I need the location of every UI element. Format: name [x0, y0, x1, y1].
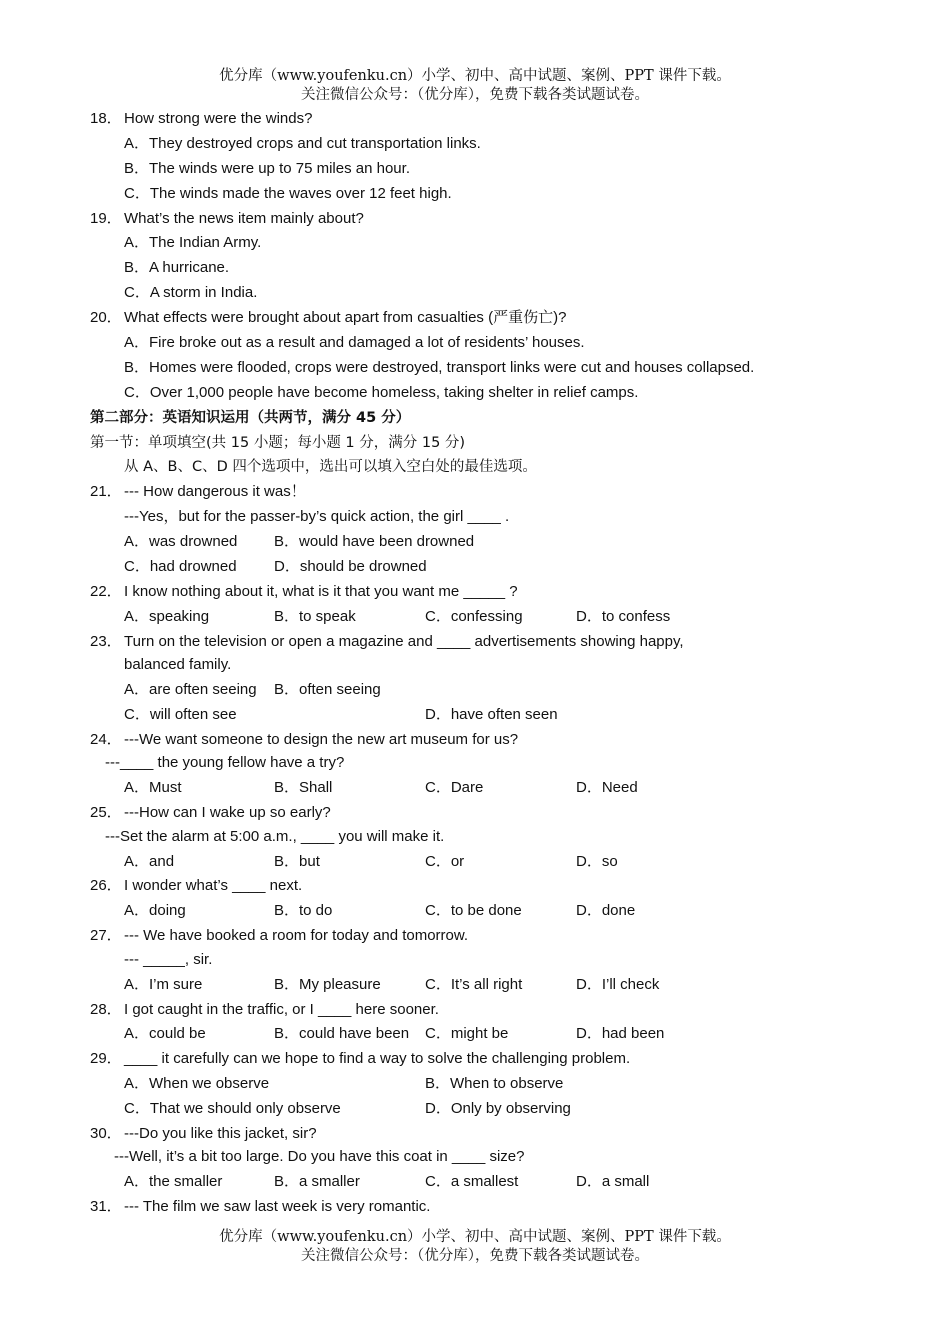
question-19: [90, 207, 890, 232]
question-number: 26．: [90, 877, 122, 895]
options-row: [90, 1170, 890, 1195]
option-a: A．I’m sure: [124, 975, 203, 993]
options-row: [90, 605, 890, 630]
option-a: A．They destroyed crops and cut transportation links.: [124, 134, 481, 152]
option-d: D．to confess: [576, 607, 671, 625]
option-c: C．confessing: [425, 607, 523, 625]
question-number: 29．: [90, 1050, 122, 1068]
question-number: 24．: [90, 730, 122, 748]
question-text: I know nothing about it, what is it that you want me _____ ?: [124, 582, 518, 600]
question-text-2: ---Yes，but for the passer-by’s quick action, the girl ____ .: [124, 508, 510, 526]
option-c: C．It’s all right: [425, 975, 523, 993]
option-c: C．A storm in India.: [124, 284, 258, 302]
question-text: I wonder what’s ____ next.: [124, 877, 303, 895]
option-c: C．The winds made the waves over 12 feet high.: [124, 184, 452, 202]
question-21: [90, 480, 890, 505]
option-a: A．was drowned: [124, 533, 238, 551]
option-b: B．but: [274, 852, 320, 870]
question-number: 27．: [90, 927, 122, 945]
option-a: A．are often seeing: [124, 681, 257, 699]
option-a: A．could be: [124, 1025, 206, 1043]
page-footer: [0, 1228, 950, 1266]
option-d: D．have often seen: [425, 705, 558, 723]
question-text: What effects were brought about apart from casualties (严重伤亡)?: [124, 309, 567, 327]
option-d: D．done: [576, 902, 636, 920]
question-text: ---We want someone to design the new art museum for us?: [124, 730, 519, 748]
option-b: B．When to observe: [425, 1075, 564, 1093]
option-d: D．should be drowned: [274, 558, 427, 576]
question-number: 18．: [90, 110, 122, 127]
question-26: [90, 874, 890, 899]
question-number: 23．: [90, 632, 122, 650]
option-d: D．so: [576, 852, 618, 870]
question-text: --- The film we saw last week is very romantic.: [124, 1198, 431, 1216]
question-number: 20．: [90, 309, 122, 327]
options-row: [90, 850, 890, 875]
question-29: [90, 1047, 890, 1072]
question-text-2: --- _____, sir.: [124, 950, 213, 968]
options-row: [90, 678, 890, 703]
option-c: C．will often see: [124, 705, 237, 723]
option-b: B．to do: [274, 902, 333, 920]
exam-body: [90, 107, 890, 1220]
option-a: A．and: [124, 852, 175, 870]
question-text-2: ---____ the young fellow have a try?: [105, 754, 345, 772]
option-a: A．When we observe: [124, 1075, 270, 1093]
option-b: B．to speak: [274, 607, 356, 625]
question-text: I got caught in the traffic, or I ____ here sooner.: [124, 1000, 439, 1018]
option-d: D．Need: [576, 779, 638, 797]
options-row: [90, 973, 890, 998]
part-2-title: 第二部分：英语知识运用（共两节，满分 45 分）: [90, 409, 411, 426]
option-b: B．The winds were up to 75 miles an hour.: [124, 159, 410, 177]
option-b: B．A hurricane.: [124, 259, 230, 277]
option-c: C．or: [425, 852, 465, 870]
header-line-2: 关注微信公众号：（优分库），免费下载各类试题试卷。: [301, 87, 649, 103]
question-30: [90, 1122, 890, 1146]
option-b: B．Homes were flooded, crops were destroyed, transport links were cut and houses collapsed.: [124, 358, 755, 376]
question-number: 28．: [90, 1000, 122, 1018]
question-28: [90, 998, 890, 1023]
option-c: C．Dare: [425, 779, 484, 797]
option-b: B．would have been drowned: [274, 533, 475, 551]
option-b: B．a smaller: [274, 1173, 360, 1191]
footer-line-1: 优分库（www.youfenku.cn）小学、初中、高中试题、案例、PPT 课件下载。: [219, 1229, 731, 1245]
option-a: A．speaking: [124, 607, 210, 625]
page-header: [0, 67, 950, 105]
option-d: D．I’ll check: [576, 975, 660, 993]
option-a: A．the smaller: [124, 1173, 223, 1191]
question-text-2: balanced family.: [124, 656, 232, 674]
question-number: 22．: [90, 582, 122, 600]
options-row: [90, 899, 890, 924]
options-row: [90, 555, 890, 580]
option-c: C．That we should only observe: [124, 1100, 341, 1118]
options-row: [90, 1072, 890, 1097]
option-a: A．doing: [124, 902, 186, 920]
option-b: B．often seeing: [274, 681, 381, 699]
question-text-2: ---Well, it’s a bit too large. Do you have this coat in ____ size?: [114, 1148, 525, 1166]
option-a: A．Fire broke out as a result and damaged a lot of residents’ houses.: [124, 334, 585, 352]
section-1-title: 第一节：单项填空(共 15 小题；每小题 1 分，满分 15 分): [90, 434, 466, 451]
option-c: C．had drowned: [124, 558, 237, 576]
question-27: [90, 924, 890, 948]
question-number: 19．: [90, 209, 122, 227]
header-line-1: 优分库（www.youfenku.cn）小学、初中、高中试题、案例、PPT 课件下载。: [219, 68, 731, 84]
question-23: [90, 630, 890, 654]
option-c: C．might be: [425, 1025, 509, 1043]
options-row: [90, 1022, 890, 1047]
question-22: [90, 580, 890, 605]
question-number: 31．: [90, 1198, 122, 1216]
options-row: [90, 530, 890, 555]
question-text: What’s the news item mainly about?: [124, 209, 364, 227]
question-text: --- How dangerous it was！: [124, 483, 306, 501]
question-text-2: ---Set the alarm at 5:00 a.m., ____ you will make it.: [105, 827, 445, 845]
footer-line-2: 关注微信公众号：（优分库），免费下载各类试题试卷。: [301, 1248, 649, 1264]
question-31: [90, 1195, 890, 1220]
question-24: [90, 728, 890, 752]
option-a: A．Must: [124, 779, 182, 797]
option-d: D．a small: [576, 1173, 650, 1191]
options-row: [90, 703, 890, 728]
section-instruction: 从 A、B、C、D 四个选项中，选出可以填入空白处的最佳选项。: [124, 459, 537, 476]
option-b: B．Shall: [274, 779, 333, 797]
question-text: ---Do you like this jacket, sir?: [124, 1124, 317, 1142]
question-number: 30．: [90, 1124, 122, 1142]
option-c: C．a smallest: [425, 1173, 519, 1191]
question-text: How strong were the winds?: [124, 110, 313, 127]
question-text: --- We have booked a room for today and tomorrow.: [124, 927, 469, 945]
question-text: Turn on the television or open a magazine and ____ advertisements showing happy,: [124, 632, 684, 650]
option-c: C．Over 1,000 people have become homeless, taking shelter in relief camps.: [124, 383, 639, 401]
question-text: ____ it carefully can we hope to find a way to solve the challenging problem.: [124, 1050, 631, 1068]
option-a: A．The Indian Army.: [124, 234, 262, 252]
question-18: [90, 107, 890, 132]
options-row: [90, 776, 890, 801]
question-20: [90, 306, 890, 331]
options-row: [90, 1097, 890, 1122]
option-d: D．Only by observing: [425, 1100, 571, 1118]
option-c: C．to be done: [425, 902, 522, 920]
question-number: 21．: [90, 483, 122, 501]
option-d: D．had been: [576, 1025, 665, 1043]
question-text: ---How can I wake up so early?: [124, 804, 331, 822]
option-b: B．My pleasure: [274, 975, 381, 993]
option-b: B．could have been: [274, 1025, 410, 1043]
question-25: [90, 801, 890, 825]
question-number: 25．: [90, 804, 122, 822]
